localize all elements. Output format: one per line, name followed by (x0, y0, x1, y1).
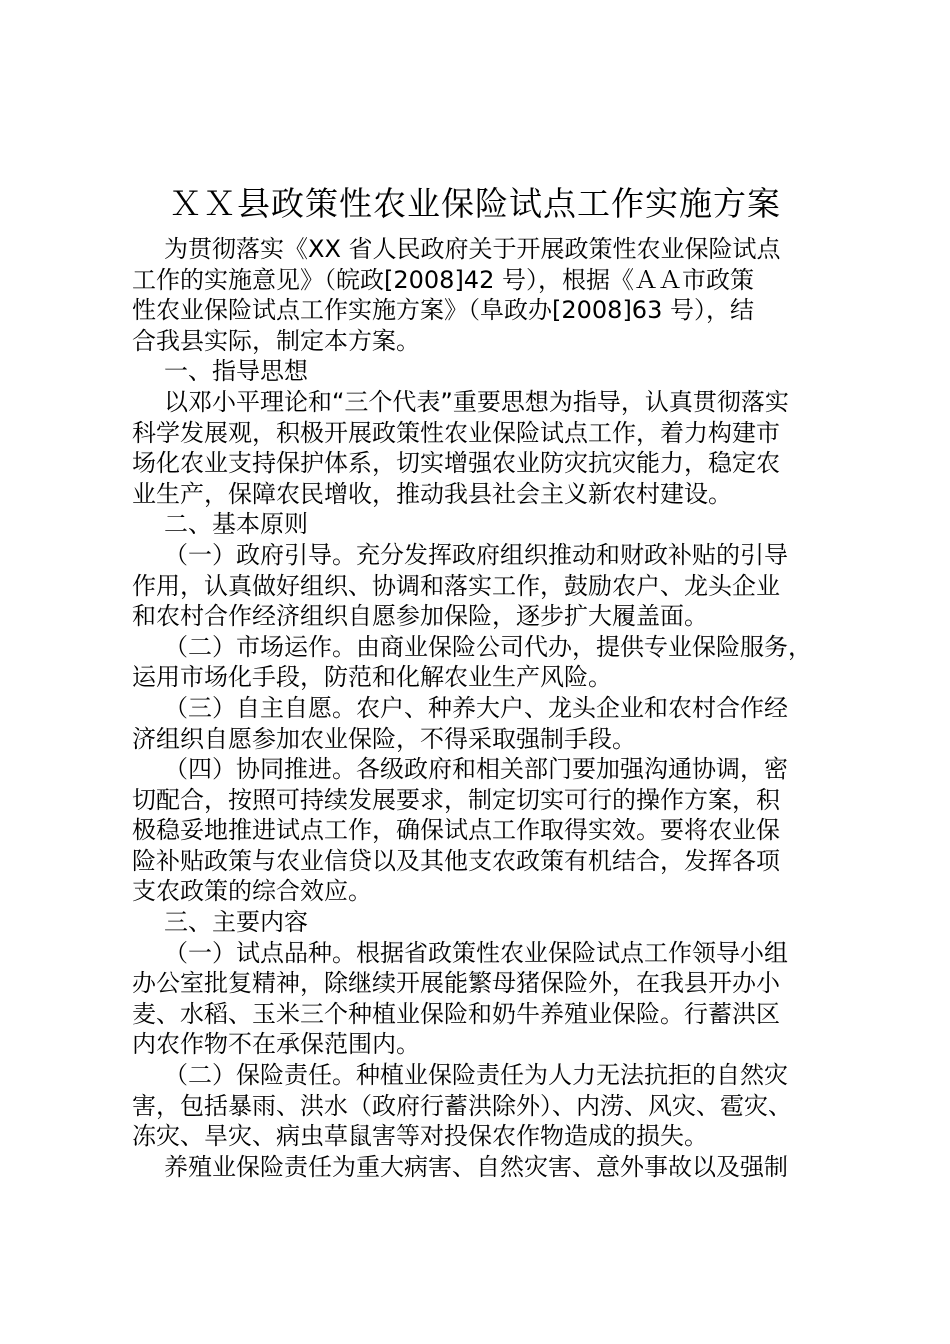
text-line: 场化农业支持保护体系，切实增强农业防灾抗灾能力，稳定农 (132, 449, 780, 478)
text-line: 冻灾、旱灾、病虫草鼠害等对投保农作物造成的损失。 (132, 1122, 708, 1151)
text-line: （四）协同推进。各级政府和相关部门要加强沟通协调，密 (164, 755, 788, 784)
document-body (132, 234, 844, 1182)
text-line: 麦、水稻、玉米三个种植业保险和奶牛养殖业保险。行蓄洪区 (132, 999, 780, 1028)
text-line: 合我县实际，制定本方案。 (132, 326, 420, 355)
text-line: 运用市场化手段，防范和化解农业生产风险。 (132, 663, 612, 692)
text-line: 害，包括暴雨、洪水（政府行蓄洪除外）、内涝、风灾、雹灾、 (132, 1091, 792, 1120)
text-line: （二）保险责任。种植业保险责任为人力无法抗拒的自然灾 (164, 1061, 788, 1090)
text-line: （一）试点品种。根据省政策性农业保险试点工作领导小组 (164, 938, 788, 967)
text-line: 为贯彻落实《XX 省人民政府关于开展政策性农业保险试点 (164, 235, 781, 263)
document-title: ＸＸ县政策性农业保险试点工作实施方案 (169, 184, 781, 223)
text-line: 养殖业保险责任为重大病害、自然灾害、意外事故以及强制 (164, 1152, 788, 1181)
text-line: 性农业保险试点工作实施方案》（阜政办[2008]63 号），结 (132, 296, 754, 325)
text-line: 险补贴政策与农业信贷以及其他支农政策有机结合，发挥各项 (132, 846, 780, 875)
text-line: 办公室批复精神，除继续开展能繁母猪保险外，在我县开办小 (132, 969, 780, 998)
text-line: 一、指导思想 (164, 357, 308, 386)
text-line: 极稳妥地推进试点工作，确保试点工作取得实效。要将农业保 (132, 816, 780, 845)
text-line: （三）自主自愿。农户、种养大户、龙头企业和农村合作经 (164, 693, 788, 722)
text-line: 工作的实施意见》（皖政[2008]42 号），根据《ＡＡ市政策 (132, 265, 754, 294)
text-line: 科学发展观，积极开展政策性农业保险试点工作，着力构建市 (132, 418, 780, 447)
text-line: 和农村合作经济组织自愿参加保险，逐步扩大履盖面。 (132, 602, 708, 631)
text-line: 作用，认真做好组织、协调和落实工作，鼓励农户、龙头企业 (132, 571, 780, 600)
text-line: 切配合，按照可持续发展要求，制定切实可行的操作方案，积 (132, 785, 780, 814)
text-line: 内农作物不在承保范围内。 (132, 1030, 420, 1059)
text-line: 二、基本原则 (164, 510, 308, 539)
text-line: 业生产，保障农民增收，推动我县社会主义新农村建设。 (132, 479, 732, 508)
text-line: 以邓小平理论和“三个代表”重要思想为指导，认真贯彻落实 (164, 387, 789, 416)
text-line: 三、主要内容 (164, 908, 308, 937)
text-line: （二）市场运作。由商业保险公司代办，提供专业保险服务， (164, 632, 812, 661)
text-line: 支农政策的综合效应。 (132, 877, 372, 906)
text-line: （一）政府引导。充分发挥政府组织推动和财政补贴的引导 (164, 540, 788, 569)
text-line: 济组织自愿参加农业保险，不得采取强制手段。 (132, 724, 636, 753)
